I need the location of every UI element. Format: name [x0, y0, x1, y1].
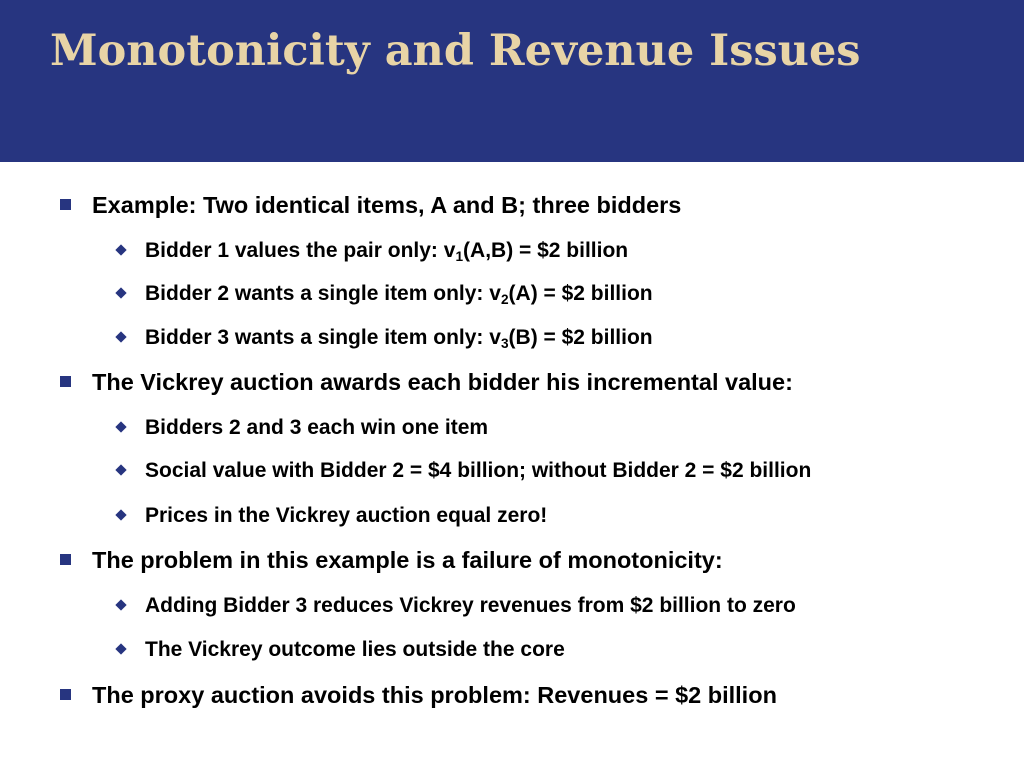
subscript: 2	[500, 291, 509, 307]
sub-bullet-1-1	[115, 239, 628, 263]
subscript: 3	[500, 335, 509, 351]
diamond-bullet-icon	[115, 464, 126, 475]
bullet-3-text: The problem in this example is a failure of monotonicity:	[92, 547, 723, 573]
sub-bullet-2-2	[115, 459, 811, 483]
diamond-bullet-icon	[115, 599, 126, 610]
sub-bullet-text: Social value with Bidder 2 = $4 billion; without Bidder 2 = $2 billion	[145, 459, 812, 482]
sub-bullet-text: Bidder 2 wants a single item only: $v_2(A)$ = $2 billion	[145, 282, 653, 307]
square-bullet-icon	[60, 554, 71, 565]
sub-bullet-1-3	[115, 326, 653, 350]
square-bullet-icon	[60, 376, 71, 387]
square-bullet-icon	[60, 199, 71, 210]
bullet-1	[60, 192, 681, 219]
bullet-2	[60, 369, 793, 396]
diamond-bullet-icon	[115, 509, 126, 520]
slide-title: Monotonicity and Revenue Issues	[50, 26, 861, 76]
diamond-bullet-icon	[115, 287, 126, 298]
diamond-bullet-icon	[115, 421, 126, 432]
title-bar	[0, 0, 1024, 162]
sub-bullet-2-1	[115, 416, 488, 440]
sub-bullet-text: Bidder 1 values the pair only: $v_1(A,B)$ = $2 billion	[145, 239, 629, 264]
sub-bullet-text: Prices in the Vickrey auction equal zero!	[145, 504, 548, 527]
sub-bullet-text: Bidders 2 and 3 each win one item	[145, 416, 489, 439]
bullet-3	[60, 547, 723, 574]
bullet-4-text: The proxy auction avoids this problem: Revenues = $2 billion	[92, 682, 777, 708]
diamond-bullet-icon	[115, 244, 126, 255]
sub-bullet-text: Bidder 3 wants a single item only: $v_3(B)$ = $2 billion	[145, 326, 653, 351]
sub-bullet-text: Adding Bidder 3 reduces Vickrey revenues from $2 billion to zero	[145, 594, 796, 617]
sub-bullet-text: The Vickrey outcome lies outside the core	[145, 638, 565, 661]
bullet-1-text: Example: Two identical items, A and B; three bidders	[92, 192, 682, 218]
bullet-2-text: The Vickrey auction awards each bidder his incremental value:	[92, 369, 793, 395]
subscript: 1	[455, 248, 464, 264]
sub-bullet-3-2	[115, 638, 565, 662]
square-bullet-icon	[60, 689, 71, 700]
sub-bullet-3-1	[115, 594, 796, 618]
diamond-bullet-icon	[115, 331, 126, 342]
bullet-4	[60, 682, 777, 709]
sub-bullet-2-3	[115, 504, 547, 528]
diamond-bullet-icon	[115, 643, 126, 654]
sub-bullet-1-2	[115, 282, 653, 306]
